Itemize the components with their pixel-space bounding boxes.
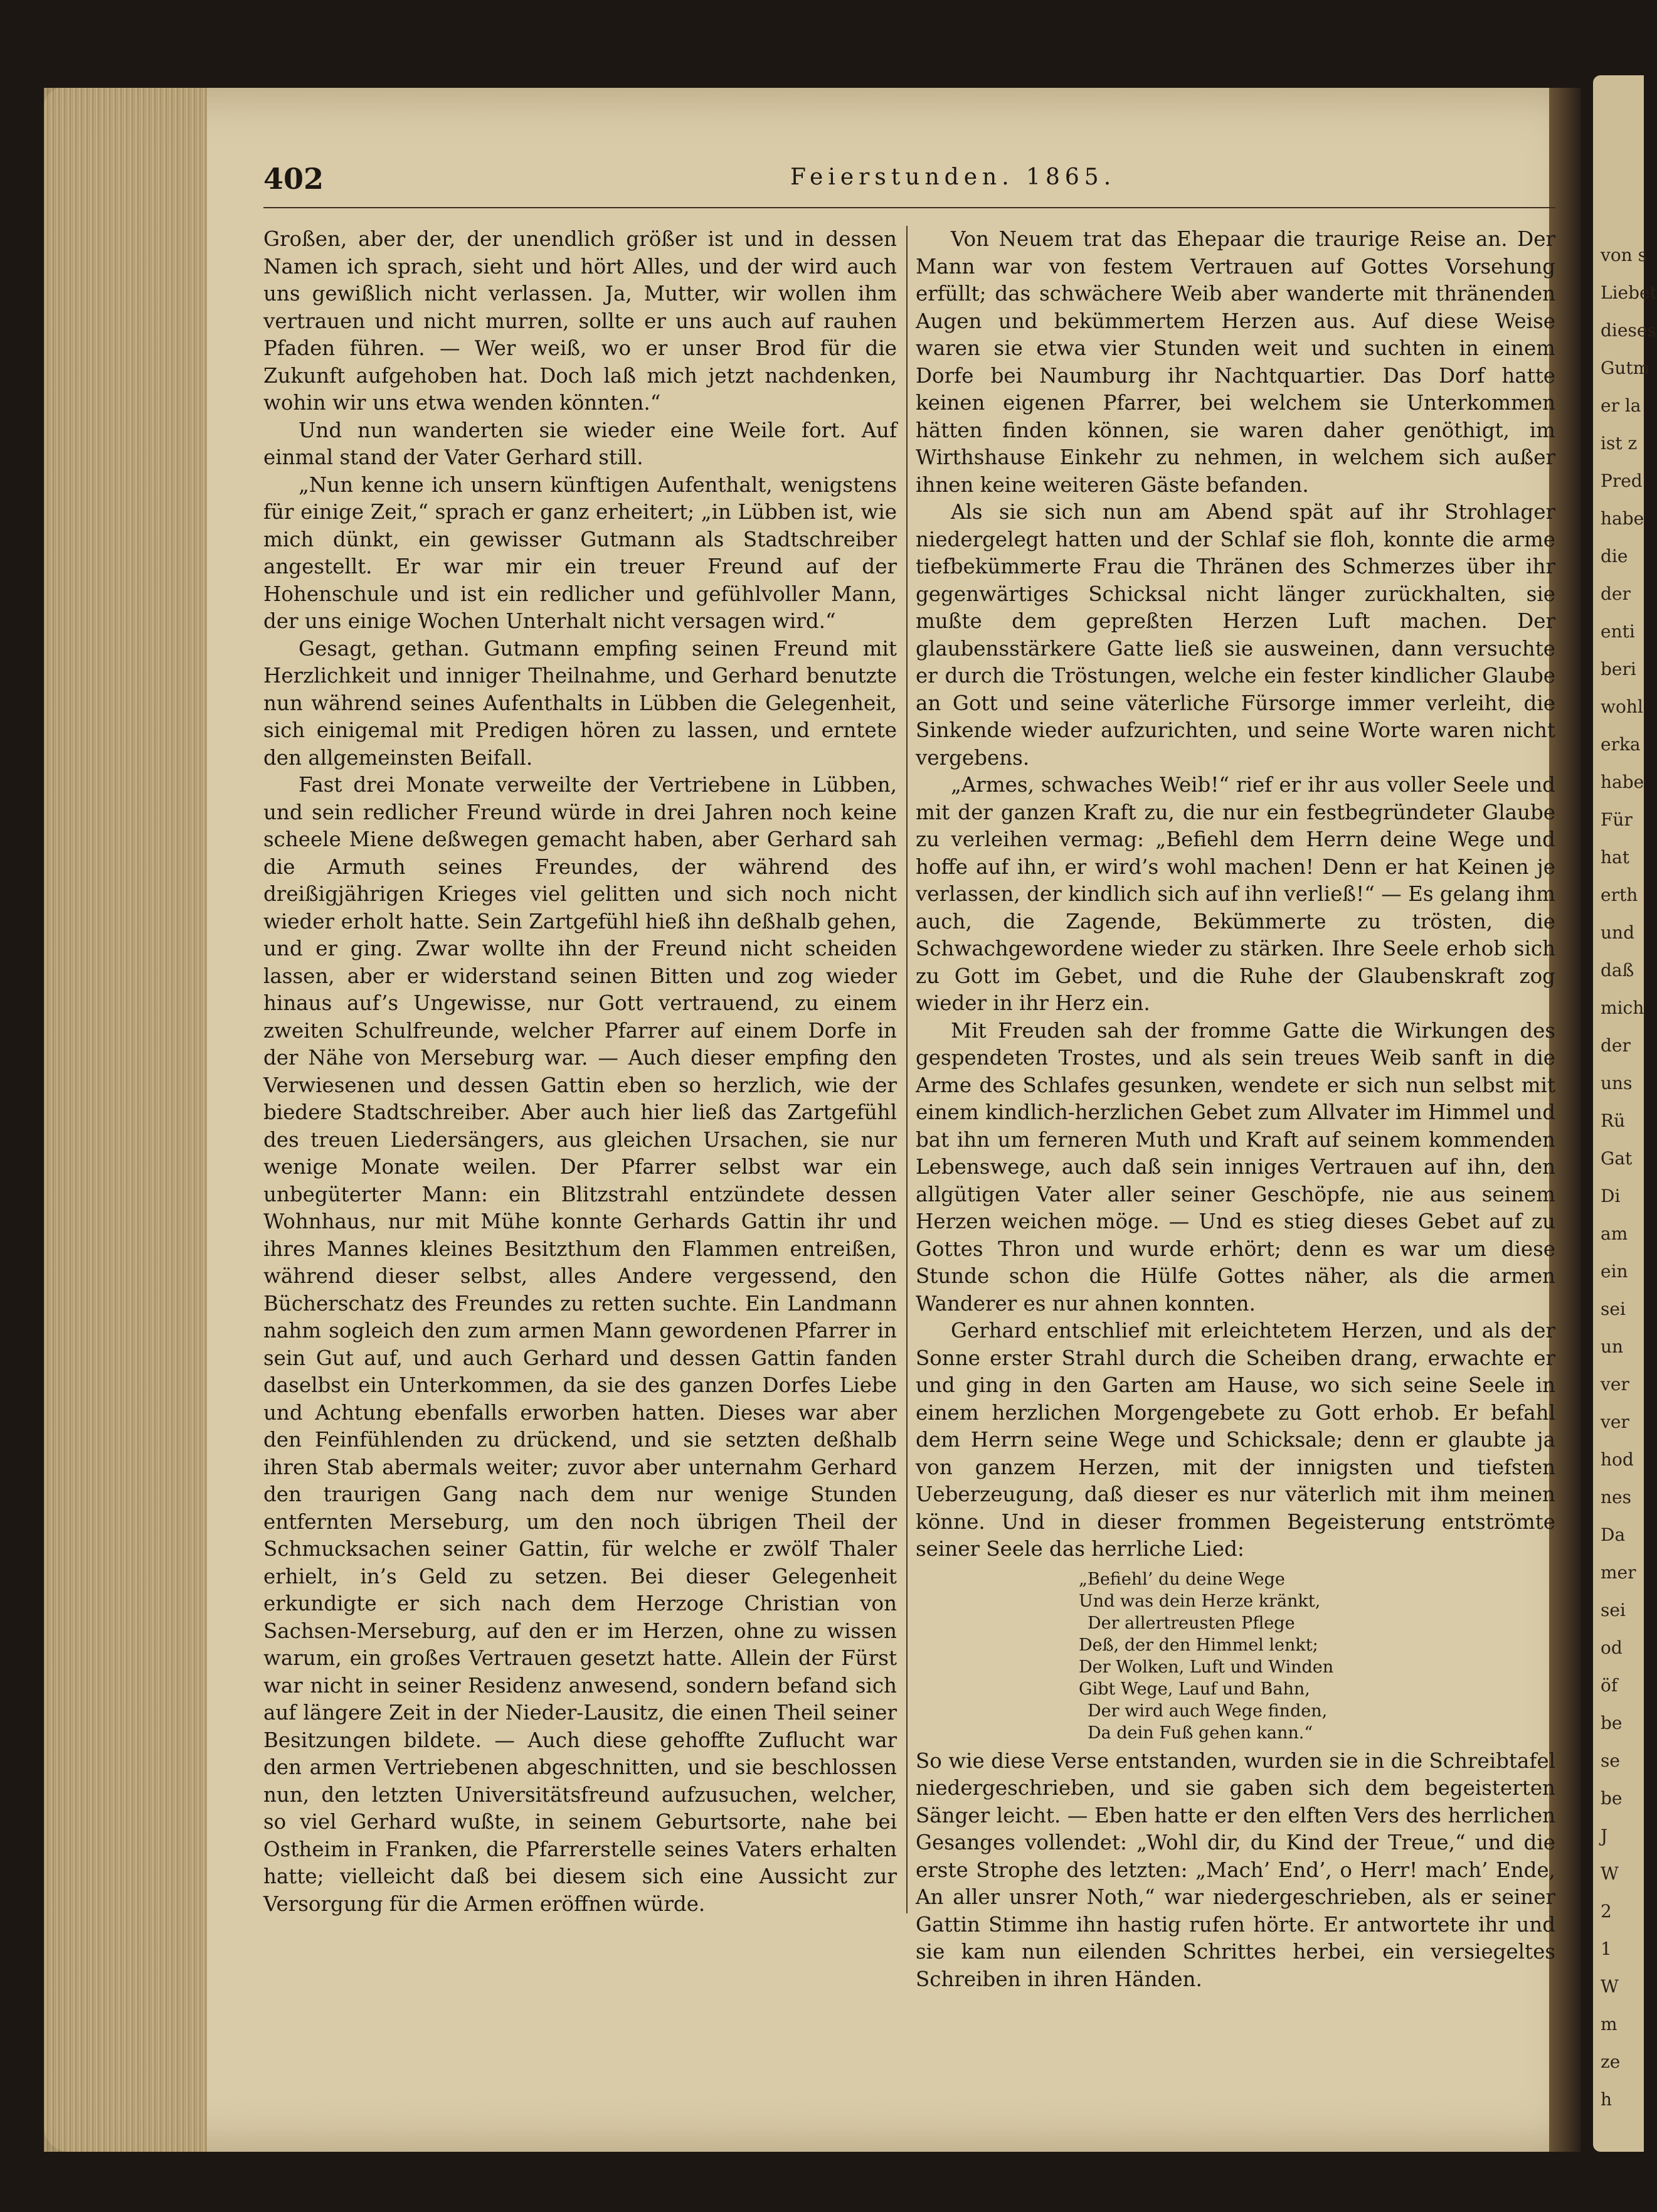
paragraph: Und nun wanderten sie wieder eine Weile fort. Auf einmal stand der Vater Gerhard still. [263, 418, 897, 469]
next-page-text-fragment: dieses [1601, 320, 1656, 341]
next-page-text-fragment: sei [1601, 1600, 1626, 1620]
page-edge-stack [44, 88, 207, 2152]
paragraph: Großen, aber der, der unendlich größer ist und in dessen Namen ich sprach, sieht und hört Alles, und der wird auch uns gewißlich nicht verlassen. Ja, Mutter, wir wollen ihm vertrauen und nicht murren, sollte er uns auch auf rauhen Pfaden führen. — Wer weiß, wo er unser Brod für die Zukunft aufgehoben hat. Doch laß mich jetzt nachdenken, wohin wir uns etwa wenden könnten.“ [263, 227, 897, 415]
header-rule [263, 207, 1555, 208]
next-page-text-fragment: J [1601, 1826, 1608, 1846]
next-page-text-fragment: mich [1601, 997, 1644, 1018]
next-page-text-fragment: un [1601, 1336, 1624, 1357]
paragraph: So wie diese Verse entstanden, wurden sie in die Schreibtafel niedergeschrieben, und sie gaben sich dem begeisterten Sänger leicht. — Eben hatte er den elften Vers des herrlichen Gesanges vollendet: „Wohl dir, du Kind der Treue,“ und die erste Strophe des letzten: „Mach’ End’, o Herr! mach’ Ende, An aller unsrer Noth,“ war niedergeschrieben, als er seiner Gattin Stimme ihn hastig rufen hörte. Er antwortete ihr und sie kam nun eilenden Schrittes herbei, ein versiegeltes Schreiben in ihren Händen. [916, 1748, 1555, 1991]
next-page-text-fragment: und [1601, 922, 1634, 943]
next-page-text-fragment: od [1601, 1637, 1623, 1658]
next-page-text-fragment: be [1601, 1713, 1623, 1733]
next-page-text-fragment: Rü [1601, 1110, 1626, 1131]
next-page-text-fragment: hod [1601, 1449, 1634, 1470]
poem-line: Gibt Wege, Lauf und Bahn, [1079, 1679, 1310, 1699]
next-page-text-fragment: öf [1601, 1675, 1618, 1696]
next-page-text-fragment: sei [1601, 1299, 1626, 1319]
next-page-text-fragment: daß [1601, 960, 1634, 981]
right-column [916, 226, 1555, 1993]
next-page-text-fragment: ist z [1601, 433, 1638, 454]
left-column [263, 226, 897, 1918]
next-page-text-fragment: habe [1601, 508, 1644, 529]
next-page-text-fragment: wohl [1601, 696, 1643, 717]
next-page-text-fragment: Da [1601, 1524, 1626, 1545]
next-page-text-fragment: W [1601, 1863, 1619, 1884]
next-page-text-fragment: am [1601, 1223, 1628, 1244]
next-page-text-fragment: er la [1601, 395, 1641, 416]
next-page-text-fragment: hat [1601, 847, 1629, 868]
paragraph: Fast drei Monate verweilte der Vertriebene in Lübben, und sein redlicher Freund würde in drei Jahren noch keine scheele Miene deßwegen gemacht haben, aber Gerhard sah die Armuth seines Freundes, der während des dreißigjährigen Krieges viel gelitten und sich noch nicht wieder erholt hatte. Sein Zartgefühl hieß ihn deßhalb gehen, und er ging. Zwar wollte ihn der Freund nicht scheiden lassen, aber er widerstand seinen Bitten und zog wieder hinaus auf’s Ungewisse, nur Gott vertrauend, zu einem zweiten Schulfreunde, welcher Pfarrer auf einem Dorfe in der Nähe von Merseburg war. — Auch dieser empfing den Verwiesenen und dessen Gattin eben so herzlich, wie der biedere Stadtschreiber. Aber auch hier ließ das Zartgefühl des treuen Liedersängers, aus gleichen Ursachen, sie nur wenige Monate weilen. Der Pfarrer selbst war ein unbegüterter Mann: ein Blitzstrahl entzündete dessen Wohnhaus, nur mit Mühe konnte Gerhards Gattin ihr und ihres Mannes kleines Besitzthum den Flammen entreißen, während dieser selbst, alles Andere vergessend, den Bücherschatz des Freundes zu retten suchte. Ein Landmann nahm sogleich den zum armen Mann gewordenen Pfarrer in sein Gut auf, und auch Gerhard und dessen Gattin fanden daselbst ein Unterkommen, da sie des ganzen Dorfes Liebe und Achtung ebenfalls erworben hatten. Dieses war aber den Feinfühlenden zu drückend, und sie setzten deßhalb ihren Stab abermals weiter; zuvor aber unternahm Gerhard den traurigen Gang nach dem nur wenige Stunden entfernten Merseburg, um den noch übrigen Theil der Schmucksachen seiner Gattin, für welche er zwölf Thaler erhielt, in’s Geld zu setzen. Bei dieser Gelegenheit erkundigte er sich nach dem Herzoge Christian von Sachsen-Merseburg, auf den er im Herzen, ohne zu wissen warum, ein großes Vertrauen gesetzt hatte. Allein der Fürst war nicht in seiner Residenz anwesend, sondern befand sich auf längere Zeit in der Nieder-Lausitz, die einen Theil seiner Besitzungen bildete. — Auch diese gehoffte Zuflucht war den armen Vertriebenen abgeschnitten, und sie beschlossen nun, den letzten Universitätsfreund aufzusuchen, welcher, so viel Gerhard wußte, in seinem Geburtsorte, nahe bei Ostheim in Franken, die Pfarrerstelle seines Vaters erhalten hatte; vielleicht daß bei diesem sich eine Aussicht zur Versorgung für die Armen eröffnen würde. [263, 773, 897, 1916]
next-page-text-fragment: habe [1601, 772, 1644, 792]
poem-line: Der Wolken, Luft und Winden [1079, 1657, 1334, 1677]
next-page-fragment [1593, 75, 1657, 2152]
next-page-text-fragment: von s [1601, 245, 1647, 265]
poem-line: Der wird auch Wege finden, [1088, 1701, 1328, 1721]
poem-line: „Befiehl’ du deine Wege [1079, 1569, 1285, 1589]
next-page-text-fragment: Liebet [1601, 282, 1657, 303]
paragraph: „Nun kenne ich unsern künftigen Aufenthalt, wenigstens für einige Zeit,“ sprach er ganz erheitert; „in Lübben ist, wie mich dünkt, ein gewisser Gutmann als Stadtschreiber angestellt. Er war mir ein treuer Freund auf der Hohenschule und ist ein redlicher und gefühlvoller Mann, der uns einige Wochen Unterhalt nicht versagen wird.“ [263, 472, 897, 633]
next-page-text-fragment: die [1601, 546, 1628, 566]
next-page-text-fragment: ze [1601, 2051, 1621, 2072]
poem-line: Der allertreusten Pflege [1088, 1613, 1295, 1633]
page-number: 402 [263, 162, 324, 196]
paragraph: Mit Freuden sah der fromme Gatte die Wirkungen des gespendeten Trostes, und als sein treues Weib sanft in die Arme des Schlafes gesunken, wendete er sich nun selbst mit einem kindlich-herzlichen Gebet zum Allvater im Himmel und bat ihn um ferneren Muth und Kraft auf seinem kommenden Lebenswege, auch daß sein inniges Vertrauen auf ihn, den allgütigen Vater aller seiner Geschöpfe, nie aus seinem Herzen weichen möge. — Und es stieg dieses Gebet auf zu Gottes Thron und wurde erhört; denn es war um diese Stunde schon die Hülfe Gottes näher, als die armen Wanderer es nur ahnen konnten. [916, 1018, 1555, 1316]
next-page-text-fragment: ver [1601, 1374, 1629, 1395]
next-page-text-fragment: Pred [1601, 471, 1643, 491]
paragraph: „Armes, schwaches Weib!“ rief er ihr aus voller Seele und mit der ganzen Kraft zu, die nur ein festbegründeter Glaube zu verleihen vermag: „Befiehl dem Herrn deine Wege und hoffe auf ihn, er wird’s wohl machen! Denn er hat Keinen je verlassen, der kindlich sich auf ihn verließ!“ — Es gelang ihm auch, die Zagende, Bekümmerte zu trösten, die Schwachgewordene wieder zu stärken. Ihre Seele erhob sich zu Gott im Gebet, und die Ruhe der Glaubenskraft zog wieder in ihr Herz ein. [916, 773, 1555, 1015]
next-page-text-fragment: uns [1601, 1073, 1633, 1093]
next-page-text-fragment: der [1601, 1035, 1631, 1056]
next-page-text-fragment: Gat [1601, 1148, 1633, 1169]
poem-line: Deß, der den Himmel lenkt; [1079, 1635, 1318, 1655]
paragraph: Von Neuem trat das Ehepaar die traurige Reise an. Der Mann war von festem Vertrauen auf Gottes Vorsehung erfüllt; das schwächere Weib aber wanderte mit thränenden Augen und bekümmertem Herzen aus. Auf diese Weise waren sie etwa vier Stunden weit und suchten in einem Dorfe bei Naumburg ihr Nachtquartier. Das Dorf hatte keinen eigenen Pfarrer, bei welchem sie Unterkommen hätten finden können, sie waren daher genöthigt, im Wirthshause Einkehr zu nehmen, in welchem sich außer ihnen keine weiteren Gäste befanden. [916, 227, 1555, 497]
next-page-text-fragment: h [1601, 2089, 1612, 2110]
next-page-text-fragment: erka [1601, 734, 1641, 755]
next-page-text-fragment: nes [1601, 1487, 1631, 1507]
next-page-text-fragment: 1 [1601, 1938, 1612, 1959]
paragraph: Als sie sich nun am Abend spät auf ihr Strohlager niedergelegt hatten und der Schlaf sie floh, konnte die arme tiefbekümmerte Frau die Thränen des Schmerzes über ihr gegenwärtiges Schicksal nicht länger zurückhalten, sie mußte dem gepreßten Herzen Luft machen. Der glaubensstärkere Gatte ließ sie ausweinen, dann versuchte er durch die Tröstungen, welche ein fester kindlicher Glaube an Gott und seine väterliche Fürsorge immer verleiht, die Sinkende wieder aufzurichten, und seine Worte waren nicht vergebens. [916, 500, 1555, 770]
next-page-text-fragment: erth [1601, 885, 1638, 905]
paragraph: Gerhard entschlief mit erleichtetem Herzen, und als der Sonne erster Strahl durch die Scheiben drang, erwachte er und ging in den Garten am Hause, wo sich seine Seele in einem herzlichen Morgengebete zu Gott erhob. Er befahl dem Herrn seine Wege und Schicksale; denn er glaubte ja von ganzem Herzen, mit der innigsten und tiefsten Ueberzeugung, daß dieser es nur väterlich mit ihm meinen könne. Und in dieser frommen Begeisterung entströmte seiner Seele das herrliche Lied: [916, 1319, 1555, 1561]
next-page-text-fragment: se [1601, 1750, 1620, 1771]
poem-line: Da dein Fuß gehen kann.“ [1088, 1723, 1313, 1743]
page-header [263, 162, 1555, 199]
next-page-text-fragment: ein [1601, 1261, 1628, 1282]
next-page-text-fragment: mer [1601, 1562, 1636, 1583]
next-page-text-fragment: W [1601, 1976, 1619, 1997]
poem-line: Und was dein Herze kränkt, [1079, 1591, 1321, 1611]
next-page-text-fragment: 2 [1601, 1901, 1612, 1922]
next-page-text-fragment: Für [1601, 809, 1633, 830]
next-page-text-fragment: der [1601, 583, 1631, 604]
next-page-text-fragment: m [1601, 2014, 1617, 2034]
poem-stanza [1079, 1568, 1555, 1744]
next-page-text-fragment: beri [1601, 659, 1636, 679]
next-page-text-fragment: Gutm [1601, 358, 1650, 378]
next-page-text-fragment: Di [1601, 1186, 1621, 1206]
running-title: Feierstunden. 1865. [790, 164, 1116, 190]
column-divider [906, 226, 908, 1913]
paragraph: Gesagt, gethan. Gutmann empfing seinen Freund mit Herzlichkeit und inniger Theilnahme, und Gerhard benutzte nun während seines Aufenthalts in Lübben die Gelegenheit, sich einigemal mit Predigen hören zu lassen, und erntete den allgemeinsten Beifall. [263, 636, 897, 770]
next-page-text-fragment: enti [1601, 621, 1635, 642]
next-page-text-fragment: ver [1601, 1412, 1629, 1432]
next-page-text-fragment: be [1601, 1788, 1623, 1809]
